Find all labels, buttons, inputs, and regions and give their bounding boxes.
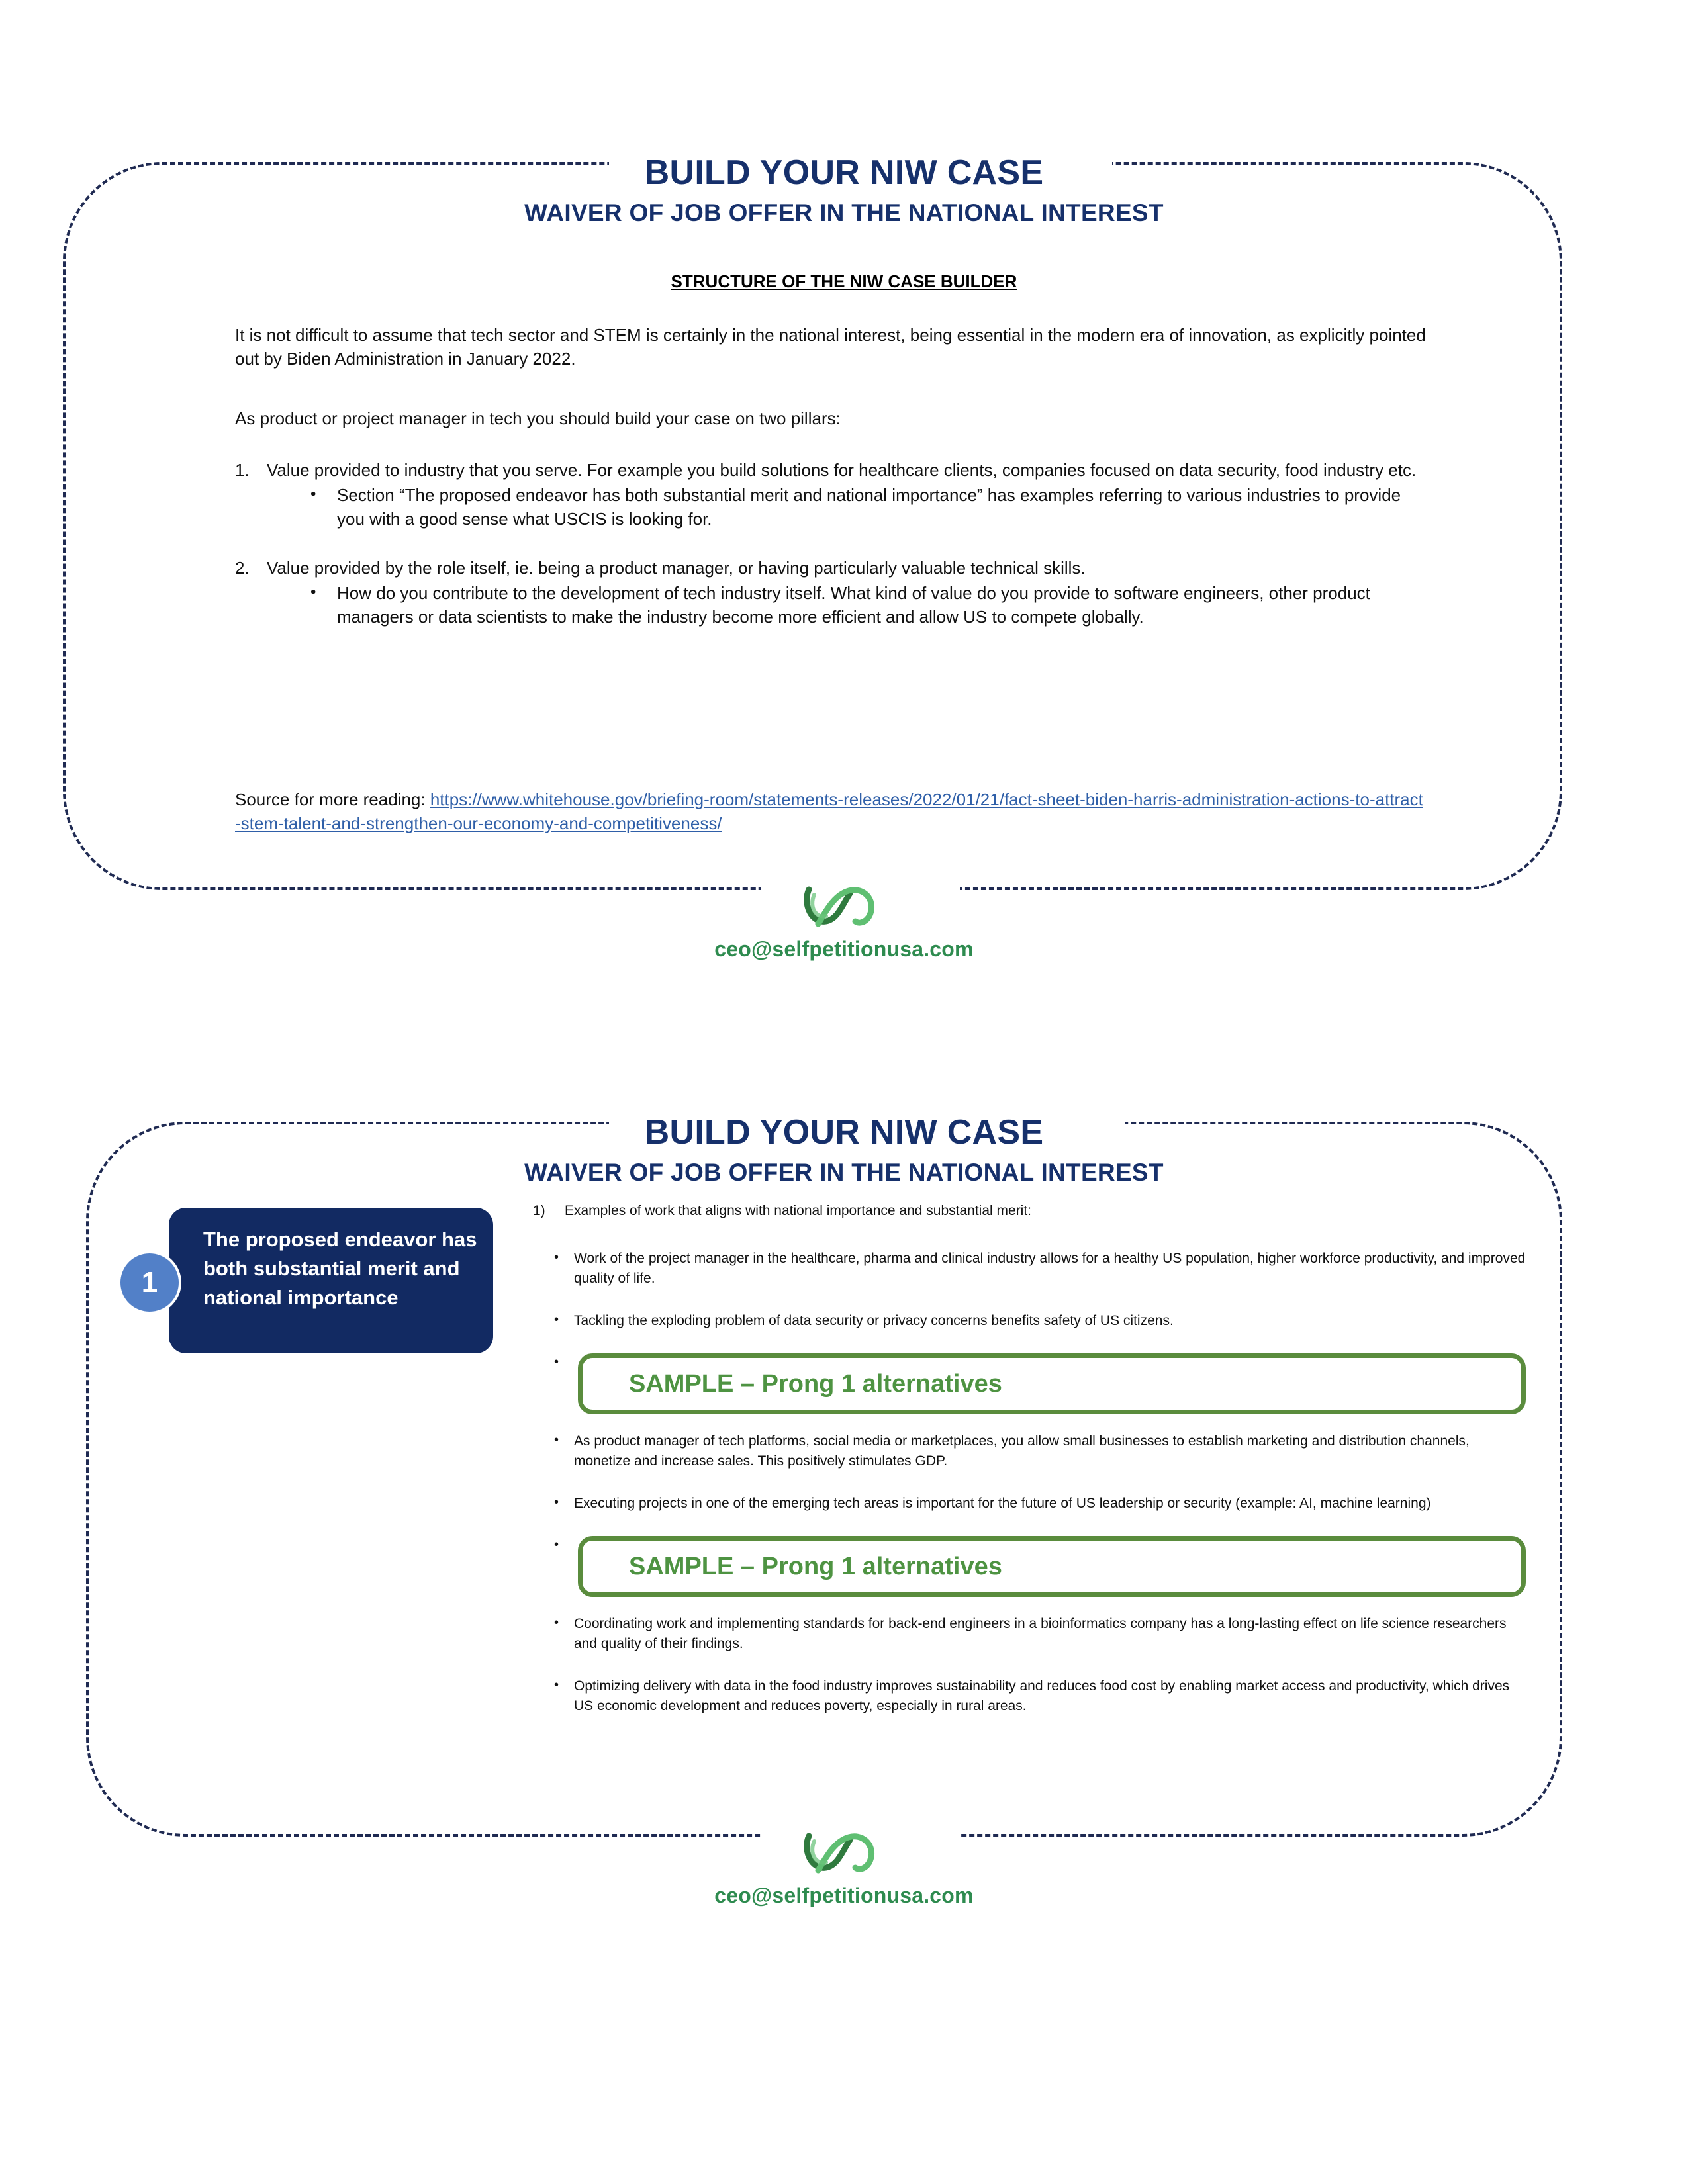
list-item-1-number: 1. — [235, 460, 250, 480]
page-2-title: BUILD YOUR NIW CASE — [644, 1113, 1044, 1152]
page-2 — [0, 1032, 1688, 2065]
source-line — [235, 788, 1427, 835]
page-2-footer — [0, 1821, 1688, 1908]
selfpetitionusa-swoosh-logo — [794, 875, 894, 934]
source-url-link[interactable]: https://www.whitehouse.gov/briefing-room/statements-releases/2022/01/21/fact-sheet-biden-harris-administration-actions-to-attract-stem-talent-and-strengthen-our-economy-and-competitiveness/ — [235, 790, 1423, 833]
sample-callout-box: • SAMPLE – Prong 1 alternatives — [578, 1353, 1526, 1414]
list-item: • Coordinating work and implementing standards for back-end engineers in a bioinformatics company has a long-lasting effect on life science researchers and quality of their findings. — [533, 1614, 1526, 1654]
examples-bullet-list — [533, 1249, 1526, 1716]
sub-list-item-1-1: • Section “The proposed endeavor has both substantial merit and national importance” has examples referring to various industries to provide you with a good sense what USCIS is looking for. — [301, 483, 1427, 531]
list-item: • Optimizing delivery with data in the food industry improves sustainability and reduces food cost by enabling market access and productivity, which drives US economic development and reduces poverty, especially in rural areas. — [533, 1676, 1526, 1716]
intro-paragraph-1: It is not difficult to assume that tech sector and STEM is certainly in the national interest, being essential in the modern era of innovation, as explicitly pointed out by Biden Administration in January 2022. — [235, 325, 1426, 369]
source-label: Source for more reading: — [235, 790, 430, 809]
list-item-2-number: 2. — [235, 558, 250, 578]
list-item: • Work of the project manager in the healthcare, pharma and clinical industry allows for a healthy US population, higher workforce productivity, and improved quality of life. — [533, 1249, 1526, 1289]
sub-list-1 — [267, 483, 1427, 531]
examples-lead-number: 1) — [533, 1203, 545, 1218]
sub-list-2 — [267, 581, 1427, 629]
pillars-list — [235, 458, 1427, 631]
footer-email[interactable]: ceo@selfpetitionusa.com — [714, 1884, 974, 1907]
list-item — [533, 1536, 1526, 1597]
page-1-footer — [0, 875, 1688, 962]
list-item-1 — [235, 458, 1427, 531]
examples-lead-text: Examples of work that aligns with national importance and substantial merit: — [565, 1203, 1032, 1218]
page-subtitle: WAIVER OF JOB OFFER IN THE NATIONAL INTEREST — [524, 199, 1164, 226]
sub-list-item-2-1: • How do you contribute to the development of tech industry itself. What kind of value do you provide to software engineers, other product managers or data scientists to make the industry become more efficient and allow US to compete globally. — [301, 581, 1427, 629]
list-item: • Executing projects in one of the emerging tech areas is important for the future of US leadership or security (example: AI, machine learning) — [533, 1494, 1526, 1514]
page-1 — [0, 0, 1688, 1032]
prong-content-column — [533, 1201, 1526, 1739]
page-2-subtitle: WAIVER OF JOB OFFER IN THE NATIONAL INTEREST — [524, 1159, 1164, 1186]
list-item-2-text: Value provided by the role itself, ie. being a product manager, or having particularly valuable technical skills. — [267, 558, 1086, 578]
list-item — [533, 1353, 1526, 1414]
intro-paragraph-2: As product or project manager in tech you should build your case on two pillars: — [235, 408, 841, 428]
list-item-2 — [235, 556, 1427, 629]
section-title: STRUCTURE OF THE NIW CASE BUILDER — [671, 271, 1017, 291]
footer-email[interactable]: ceo@selfpetitionusa.com — [714, 937, 974, 961]
examples-lead — [533, 1201, 1526, 1221]
prong-badge: 1 — [118, 1251, 181, 1314]
list-item: • As product manager of tech platforms, social media or marketplaces, you allow small businesses to establish marketing and distribution channels, monetize and increase sales. This positively stimulates GDP. — [533, 1432, 1526, 1471]
prong-callout-box: The proposed endeavor has both substantial merit and national importance — [169, 1208, 493, 1353]
page-title: BUILD YOUR NIW CASE — [644, 154, 1044, 192]
list-item-1-text: Value provided to industry that you serve. For example you build solutions for healthcare clients, companies focused on data security, food industry etc. — [267, 460, 1417, 480]
selfpetitionusa-swoosh-logo — [794, 1821, 894, 1881]
list-item: • Tackling the exploding problem of data security or privacy concerns benefits safety of US citizens. — [533, 1311, 1526, 1331]
numbered-list — [235, 458, 1427, 629]
sample-callout-box: • SAMPLE – Prong 1 alternatives — [578, 1536, 1526, 1597]
